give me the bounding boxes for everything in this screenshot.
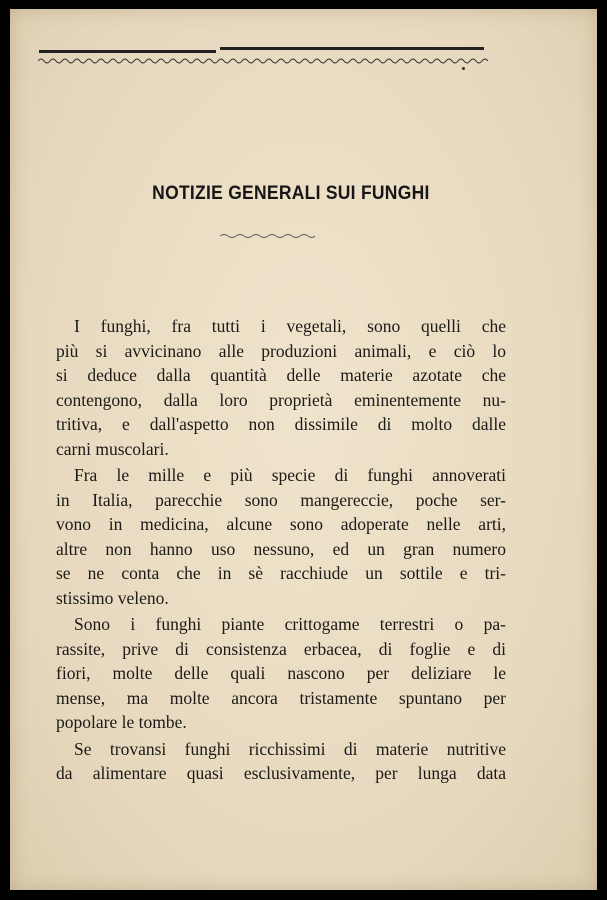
body-text (56, 314, 506, 788)
text-line: tritiva, e dall'aspetto non dissimile di molto dalle (56, 414, 506, 434)
text-line: Sono i funghi piante crittogame terrestri o pa- (74, 614, 506, 634)
text-line: in Italia, parecchie sono mangereccie, poche ser- (56, 489, 506, 510)
text-line: più si avvicinano alle produzioni animali, e ciò lo (56, 340, 506, 361)
text-line: Fra le mille e più specie di funghi annoverati (74, 465, 506, 485)
text-line: contengono, dalla loro proprietà eminentemente nu- (56, 389, 506, 410)
text-line: vono in medicina, alcune sono adoperate nelle arti, (56, 514, 506, 534)
text-line: stissimo veleno. (56, 587, 169, 608)
paragraph (56, 314, 506, 461)
paragraph (56, 737, 506, 786)
text-line: da alimentare quasi esclusivamente, per lunga data (56, 763, 506, 783)
header-wavy-ornament (38, 56, 490, 66)
header-rule-right (220, 47, 484, 50)
text-line: fiori, molte delle quali nascono per deliziare le (56, 663, 506, 683)
text-line: se ne conta che in sè racchiude un sottile e tri- (56, 563, 506, 583)
text-line: I funghi, fra tutti i vegetali, sono quelli che (74, 316, 506, 336)
text-line: altre non hanno uso nessuno, ed un gran numero (56, 538, 506, 559)
page-title: NOTIZIE GENERALI SUI FUNGHI (152, 183, 430, 204)
header-dot (462, 67, 465, 70)
text-line: si deduce dalla quantità delle materie azotate che (56, 365, 506, 385)
text-line: popolare le tombe. (56, 712, 187, 732)
text-line: mense, ma molte ancora tristamente spuntano per (56, 687, 506, 708)
book-page (10, 9, 597, 890)
text-line: rassite, prive di consistenza erbacea, di foglie e di (56, 638, 506, 659)
title-underline-ornament (220, 232, 315, 240)
text-line: carni muscolari. (56, 438, 169, 459)
header-rule-left (39, 50, 216, 53)
paragraph (56, 463, 506, 610)
text-line: Se trovansi funghi ricchissimi di materie nutritive (74, 738, 506, 759)
paragraph (56, 612, 506, 735)
